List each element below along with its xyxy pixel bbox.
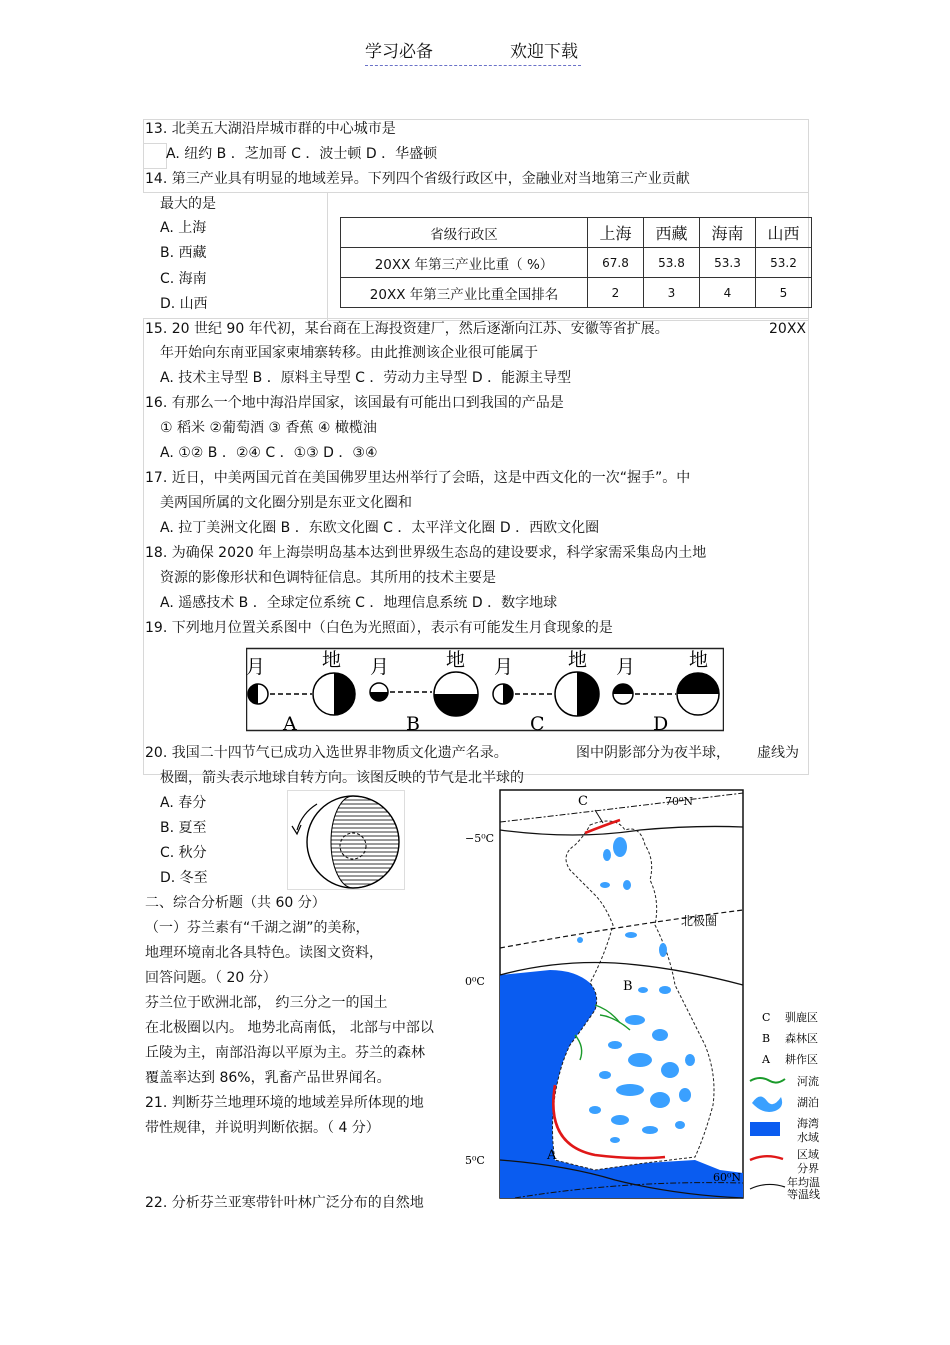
svg-text:河流: 河流 xyxy=(797,1075,819,1088)
earth-label: 地 xyxy=(322,649,342,671)
q20-stem-a: 20. 我国二十四节气已成功入选世界非物质文化遗产名录。 xyxy=(145,745,508,761)
map-legend xyxy=(750,1010,820,1201)
iso-5-label: 5⁰C xyxy=(465,1154,485,1167)
q16-stem: 16. 有那么一个地中海沿岸国家，该国最有可能出口到我国的产品是 xyxy=(145,395,564,411)
table-cell: 67.8 xyxy=(588,248,644,278)
earth-label: 地 xyxy=(446,649,466,671)
q14-stem2: 最大的是 xyxy=(160,196,216,212)
earth-rotation-diagram xyxy=(287,790,405,890)
svg-text:C: C xyxy=(762,1011,771,1024)
table-cell: 5 xyxy=(756,278,812,308)
q21-line2: 带性规律，并说明判断依据。（ 4 分） xyxy=(145,1120,380,1136)
q15-stem: 15. 20 世纪 90 年代初，某台商在上海投资建厂，然后逐渐向江苏、安徽等省扩展。 xyxy=(145,321,669,337)
q14-option-a: A. 上海 xyxy=(160,220,207,236)
header-right: 欢迎下载 xyxy=(510,42,578,62)
svg-text:等温线: 等温线 xyxy=(787,1188,820,1201)
table-cell: 20XX 年第三产业比重（ %） xyxy=(341,248,588,278)
lat70-label: 70⁰N xyxy=(665,795,694,808)
svg-text:区域: 区域 xyxy=(797,1148,819,1161)
q18-stem: 18. 为确保 2020 年上海崇明岛基本达到世界级生态岛的建设要求，科学家需采集岛内土地 xyxy=(145,545,707,561)
table-cell: 4 xyxy=(700,278,756,308)
option-label-d: D xyxy=(653,713,669,732)
table-cell: 53.3 xyxy=(700,248,756,278)
table-row xyxy=(341,278,812,308)
q13-options: A. 纽约 B ．芝加哥 C ．波士顿 D ．华盛顿 xyxy=(166,146,438,162)
svg-text:分界: 分界 xyxy=(797,1162,819,1175)
option-label-c: C xyxy=(530,713,545,732)
q14-table xyxy=(340,217,812,308)
q15-stem-end: 20XX xyxy=(769,321,806,337)
q13-stem: 13. 北美五大湖沿岸城市群的中心城市是 xyxy=(145,121,396,137)
table-cell: 山西 xyxy=(756,218,812,248)
part2-title: 二、综合分析题（共 60 分） xyxy=(145,895,326,911)
q18-stem2: 资源的影像形状和色调特征信息。其所用的技术主要是 xyxy=(160,570,496,586)
q15-stem2: 年开始向东南亚国家柬埔寨转移。由此推测该企业很可能属于 xyxy=(160,345,538,361)
svg-text:年均温: 年均温 xyxy=(787,1176,820,1189)
q22-line1: 22. 分析芬兰亚寒带针叶林广泛分布的自然地 xyxy=(145,1195,424,1211)
q16-items: ① 稻米 ②葡萄酒 ③ 香蕉 ④ 橄榄油 xyxy=(160,420,377,436)
frame-small xyxy=(143,143,167,169)
table-cell: 上海 xyxy=(588,218,644,248)
q18-options: A. 遥感技术 B ．全球定位系统 C ．地理信息系统 D ．数字地球 xyxy=(160,595,558,611)
table-header-row xyxy=(341,218,812,248)
moon-earth-diagram xyxy=(246,646,724,732)
arctic-circle-label: 北极圈 xyxy=(681,914,718,928)
q14-option-c: C. 海南 xyxy=(160,271,207,287)
zone-a-label: A xyxy=(547,1148,557,1163)
part2-line2: 地理环境南北各具特色。读图文资料， xyxy=(145,945,383,961)
table-cell: 2 xyxy=(588,278,644,308)
q21-line1: 21. 判断芬兰地理环境的地域差异所体现的地 xyxy=(145,1095,424,1111)
q20-option-c: C. 秋分 xyxy=(160,845,207,861)
q14-option-d: D. 山西 xyxy=(160,296,208,312)
q20-option-a: A. 春分 xyxy=(160,795,207,811)
option-label-a: A xyxy=(283,713,297,732)
part2-line3: 回答问题。（ 20 分） xyxy=(145,970,277,986)
table-cell: 海南 xyxy=(700,218,756,248)
part2-para-3: 丘陵为主，南部沿海以平原为主。芬兰的森林 xyxy=(145,1045,425,1061)
table-cell: 53.2 xyxy=(756,248,812,278)
finland-map xyxy=(455,785,835,1205)
earth-label: 地 xyxy=(568,649,588,671)
option-label-b: B xyxy=(406,713,420,732)
svg-text:B: B xyxy=(762,1032,771,1045)
q14-option-b: B. 西藏 xyxy=(160,245,207,261)
header-left: 学习必备 xyxy=(365,42,433,62)
q20-option-b: B. 夏至 xyxy=(160,820,207,836)
svg-text:水域: 水域 xyxy=(797,1131,819,1144)
svg-text:森林区: 森林区 xyxy=(785,1032,818,1045)
moon-label: 月 xyxy=(494,656,514,678)
table-cell: 3 xyxy=(644,278,700,308)
moon-label: 月 xyxy=(246,656,266,678)
moon-label: 月 xyxy=(616,656,636,678)
svg-text:湖泊: 湖泊 xyxy=(797,1096,819,1109)
q20-stem-b: 图中阴影部分为夜半球， xyxy=(576,745,730,761)
svg-text:海湾: 海湾 xyxy=(797,1117,819,1130)
svg-text:A: A xyxy=(762,1053,770,1066)
moon-label: 月 xyxy=(370,656,390,678)
iso-0-label: 0⁰C xyxy=(465,975,485,988)
zone-c-label: C xyxy=(578,794,588,809)
q20-option-d: D. 冬至 xyxy=(160,870,208,886)
part2-para-2: 在北极圈以内。 地势北高南低， 北部与中部以 xyxy=(145,1020,434,1036)
table-cell: 20XX 年第三产业比重全国排名 xyxy=(341,278,588,308)
q17-stem: 17. 近日，中美两国元首在美国佛罗里达州举行了会晤，这是中西文化的一次“握手”。中 xyxy=(145,470,691,486)
table-cell: 西藏 xyxy=(644,218,700,248)
q15-options: A. 技术主导型 B ．原料主导型 C ．劳动力主导型 D ．能源主导型 xyxy=(160,370,572,386)
q20-stem-c: 虚线为 xyxy=(757,745,799,761)
q19-stem: 19. 下列地月位置关系图中（白色为光照面），表示有可能发生月食现象的是 xyxy=(145,620,613,636)
table-cell: 53.8 xyxy=(644,248,700,278)
lat60-label: 60⁰N xyxy=(713,1171,742,1184)
part2-sub: （一）芬兰素有“千湖之湖”的美称， xyxy=(145,920,370,936)
svg-text:耕作区: 耕作区 xyxy=(785,1053,818,1066)
zone-b-label: B xyxy=(623,979,633,994)
table-cell: 省级行政区 xyxy=(341,218,588,248)
q14-stem: 14. 第三产业具有明显的地域差异。下列四个省级行政区中，金融业对当地第三产业贡献 xyxy=(145,171,690,187)
q17-options: A. 拉丁美洲文化圈 B ．东欧文化圈 C ．太平洋文化圈 D ．西欧文化圈 xyxy=(160,520,600,536)
part2-para-4: 覆盖率达到 86%，乳畜产品世界闻名。 xyxy=(145,1070,391,1086)
earth-label: 地 xyxy=(689,649,709,671)
table-row xyxy=(341,248,812,278)
header-divider xyxy=(365,65,581,66)
part2-para-1: 芬兰位于欧洲北部， 约三分之一的国土 xyxy=(145,995,388,1011)
iso-m5-label: −5⁰C xyxy=(465,832,495,845)
q20-stem2: 极圈，箭头表示地球自转方向。该图反映的节气是北半球的 xyxy=(160,770,524,786)
svg-text:驯鹿区: 驯鹿区 xyxy=(785,1011,818,1024)
q17-stem2: 美两国所属的文化圈分别是东亚文化圈和 xyxy=(160,495,412,511)
q16-options: A. ①② B ．②④ C ．①③ D ．③④ xyxy=(160,445,378,461)
